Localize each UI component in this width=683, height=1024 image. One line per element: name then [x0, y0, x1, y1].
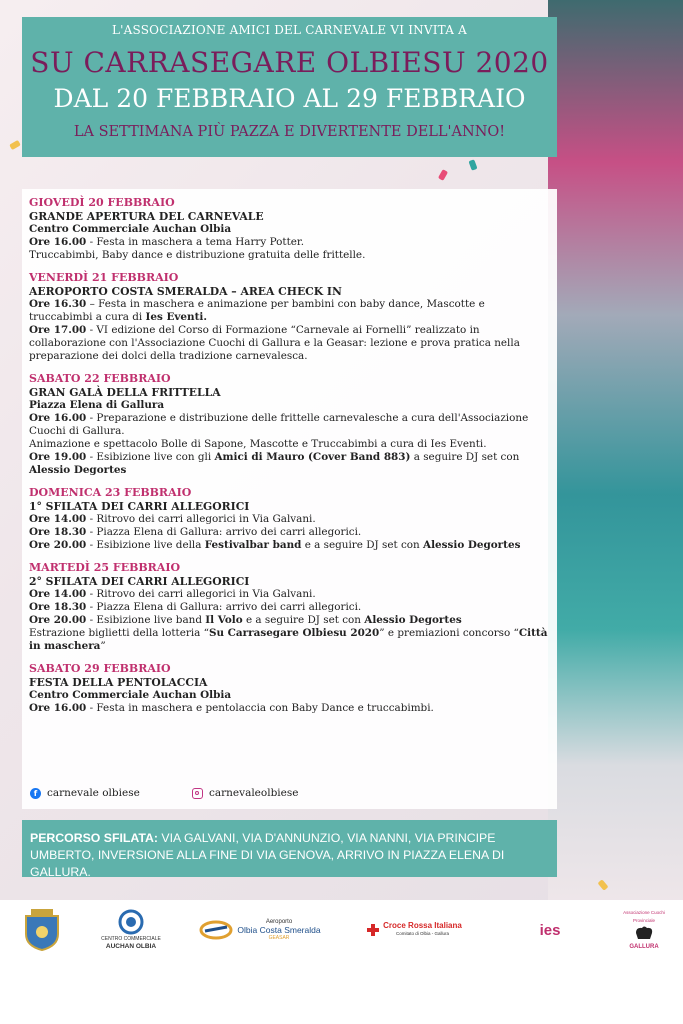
- schedule-time: Ore 18.30: [29, 526, 87, 538]
- schedule-text: - Esibizione live della: [86, 539, 205, 551]
- schedule-time: Ore 20.00: [29, 539, 87, 551]
- schedule-highlight: Alessio Degortes: [29, 464, 127, 476]
- schedule-text: ”: [100, 640, 106, 652]
- airport-line3: GEASAR: [268, 935, 290, 941]
- redcross-line2: Comitato di Olbia - Gallura: [395, 931, 449, 936]
- ies-text: ies: [539, 921, 561, 939]
- program-day: [29, 486, 550, 552]
- ies-logo: [520, 905, 580, 955]
- schedule-time: Ore 14.00: [29, 588, 87, 600]
- redcross-line1: Croce Rossa Italiana: [383, 921, 462, 930]
- schedule-line: [29, 324, 550, 363]
- day-date: DOMENICA 23 FEBBRAIO: [29, 486, 192, 499]
- red-cross-icon: [367, 924, 379, 936]
- schedule-time: Ore 17.00: [29, 324, 87, 336]
- auchan-icon: [118, 909, 144, 935]
- program-list: [29, 196, 550, 715]
- program-day: [29, 561, 550, 653]
- facebook-icon: f: [30, 788, 41, 799]
- schedule-text: - Festa in maschera e pentolaccia con Baby Dance e truccabimbi.: [86, 702, 434, 714]
- header-banner: [22, 17, 557, 157]
- instagram-icon: [192, 788, 203, 799]
- schedule-time: Ore 16.30: [29, 298, 87, 310]
- red-cross-logo: [357, 905, 472, 955]
- day-date: MARTEDÌ 25 FEBBRAIO: [29, 561, 181, 574]
- facebook-link[interactable]: [30, 787, 140, 800]
- day-location: Piazza Elena di Gallura: [29, 399, 165, 411]
- schedule-highlight: Alessio Degortes: [364, 614, 462, 626]
- schedule-text: a seguire DJ set con: [410, 451, 520, 463]
- day-date: SABATO 22 FEBBRAIO: [29, 372, 171, 385]
- social-links: [30, 787, 550, 803]
- schedule-time: Ore 14.00: [29, 513, 87, 525]
- schedule-text: - Esibizione live con gli: [86, 451, 215, 463]
- schedule-text: Truccabimbi, Baby dance e distribuzione gratuita delle frittelle.: [29, 249, 366, 261]
- auchan-line1: CENTRO COMMERCIALE: [101, 936, 161, 942]
- program-day: [29, 372, 550, 477]
- schedule-highlight: Amici di Mauro (Cover Band 883): [214, 451, 411, 463]
- schedule-text: - Preparazione e distribuzione delle frittelle carnevalesche a cura dell'Associazione Cuochi di Gallura.: [29, 412, 529, 437]
- parade-route: [22, 820, 557, 877]
- program-day: [29, 271, 550, 363]
- schedule-line: [29, 526, 550, 539]
- facebook-handle: carnevale olbiese: [47, 787, 140, 799]
- schedule-line: [29, 539, 550, 552]
- airport-line1: Aeroporto: [265, 919, 293, 925]
- olbia-crest-logo: [18, 905, 66, 955]
- schedule-line: [29, 412, 550, 438]
- cuochi-line1: Associazione Cuochi Provinciale: [623, 910, 665, 923]
- schedule-text: e a seguire DJ set con: [301, 539, 424, 551]
- schedule-line: [29, 438, 550, 451]
- schedule-text: - Piazza Elena di Gallura: arrivo dei carri allegorici.: [86, 601, 362, 613]
- day-event-title: 1° SFILATA DEI CARRI ALLEGORICI: [29, 500, 250, 513]
- schedule-time: Ore 20.00: [29, 614, 87, 626]
- day-date: SABATO 29 FEBBRAIO: [29, 662, 171, 675]
- schedule-time: Ore 16.00: [29, 412, 87, 424]
- schedule-text: - Esibizione live band: [86, 614, 206, 626]
- schedule-line: [29, 702, 550, 715]
- schedule-time: Ore 16.00: [29, 702, 87, 714]
- schedule-time: Ore 16.00: [29, 236, 87, 248]
- instagram-handle: carnevaleolbiese: [209, 787, 299, 799]
- schedule-line: [29, 601, 550, 614]
- schedule-highlight: Alessio Degortes: [423, 539, 521, 551]
- event-dates: DAL 20 FEBBRAIO AL 29 FEBBRAIO: [53, 84, 526, 113]
- schedule-highlight: Il Volo: [205, 614, 243, 626]
- schedule-text: e a seguire DJ set con: [242, 614, 365, 626]
- schedule-highlight: Città in maschera: [29, 627, 548, 652]
- schedule-text: - Ritrovo dei carri allegorici in Via Galvani.: [86, 588, 316, 600]
- day-event-title: GRAN GALÀ DELLA FRITTELLA: [29, 386, 221, 399]
- schedule-highlight: Festivalbar band: [204, 539, 302, 551]
- day-date: VENERDÌ 21 FEBBRAIO: [29, 271, 179, 284]
- schedule-text: – Festa in maschera e animazione per bambini con baby dance, Mascotte e truccabimbi a cura di: [29, 298, 485, 323]
- day-event-title: GRANDE APERTURA DEL CARNEVALE: [29, 210, 264, 223]
- schedule-text: Estrazione biglietti della lotteria “: [29, 627, 209, 639]
- auchan-line2: AUCHAN OLBIA: [105, 943, 157, 950]
- day-location: Centro Commerciale Auchan Olbia: [29, 223, 232, 235]
- tagline: LA SETTIMANA PIÙ PAZZA E DIVERTENTE DELL'ANNO!: [73, 124, 506, 140]
- schedule-text: - Festa in maschera a tema Harry Potter.: [86, 236, 305, 248]
- crest-icon: [22, 908, 62, 952]
- route-label: PERCORSO SFILATA:: [30, 831, 158, 845]
- schedule-line: [29, 513, 550, 526]
- chef-hat-icon: [633, 925, 655, 943]
- day-date: GIOVEDÌ 20 FEBBRAIO: [29, 196, 175, 209]
- day-event-title: 2° SFILATA DEI CARRI ALLEGORICI: [29, 575, 250, 588]
- schedule-time: Ore 18.30: [29, 601, 87, 613]
- cuochi-line2: GALLURA: [629, 944, 659, 950]
- schedule-highlight: Ies Eventi.: [145, 311, 207, 323]
- day-event-title: AEROPORTO COSTA SMERALDA – AREA CHECK IN: [29, 285, 342, 298]
- day-location: Centro Commerciale Auchan Olbia: [29, 689, 232, 701]
- schedule-line: [29, 627, 550, 653]
- program-day: [29, 662, 550, 715]
- day-event-title: FESTA DELLA PENTOLACCIA: [29, 676, 208, 689]
- instagram-link[interactable]: [192, 787, 298, 800]
- schedule-time: Ore 19.00: [29, 451, 87, 463]
- schedule-line: [29, 614, 550, 627]
- schedule-text: Animazione e spettacolo Bolle di Sapone, Mascotte e Truccabimbi a cura di Ies Eventi.: [29, 438, 487, 450]
- schedule-text: ” e premiazioni concorso “: [379, 627, 519, 639]
- airport-logo: [195, 905, 325, 955]
- schedule-line: [29, 588, 550, 601]
- cuochi-gallura-logo: [612, 905, 676, 955]
- auchan-logo: [100, 905, 162, 955]
- event-title: SU CARRASEGARE OLBIESU 2020: [30, 46, 549, 79]
- schedule-text: - VI edizione del Corso di Formazione “Carnevale ai Fornelli” realizzato in collaborazione con l'Associazione Cuochi di Gallura e la Geasar: lezione e prova pratica nella preparazione dei dolci della tradizione carnevalesca.: [29, 324, 520, 362]
- program-panel: [22, 189, 557, 809]
- schedule-line: [29, 451, 550, 464]
- schedule-line: [29, 236, 550, 249]
- schedule-line: [29, 249, 550, 262]
- schedule-highlight: Su Carrasegare Olbiesu 2020: [208, 627, 380, 639]
- schedule-line: [29, 464, 550, 477]
- schedule-line: [29, 298, 550, 324]
- schedule-text: - Ritrovo dei carri allegorici in Via Galvani.: [86, 513, 316, 525]
- carnival-mask-decoration: [548, 0, 683, 900]
- program-day: [29, 196, 550, 262]
- schedule-text: - Piazza Elena di Gallura: arrivo dei carri allegorici.: [86, 526, 362, 538]
- route-text: VIA GALVANI, VIA D'ANNUNZIO, VIA NANNI, VIA PRINCIPE UMBERTO, INVERSIONE ALLA FINE DI VIA GENOVA, ARRIVO IN PIAZZA ELENA DI GALLURA.: [30, 831, 505, 879]
- airport-icon: [199, 919, 233, 941]
- airport-line2: Olbia Costa Smeralda: [237, 925, 321, 935]
- invite-text: L'ASSOCIAZIONE AMICI DEL CARNEVALE VI INVITA A: [112, 23, 467, 37]
